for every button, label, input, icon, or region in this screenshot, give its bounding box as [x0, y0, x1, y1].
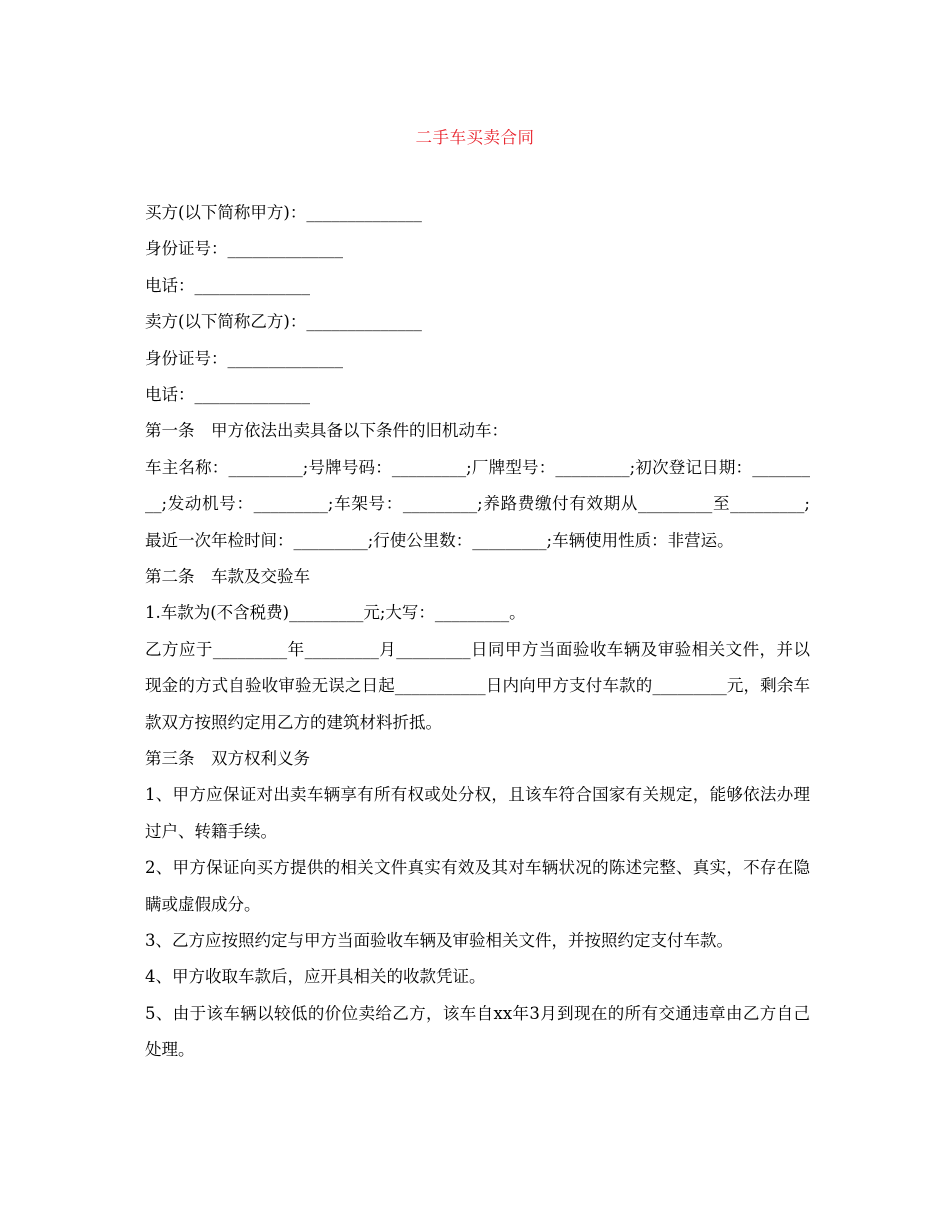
article3-item: 3、乙方应按照约定与甲方当面验收车辆及审验相关文件，并按照约定支付车款。: [145, 930, 733, 950]
seller-id-blank: ______________: [227, 348, 343, 368]
buyer-blank: ______________: [306, 203, 422, 222]
article3-item: 4、甲方收取车款后，应开具相关的收款凭证。: [145, 967, 486, 987]
seller-id-line: [145, 341, 810, 377]
article3-item: 5、由于该车辆以较低的价位卖给乙方，该车自xx年3月到现在的所有交通违章由乙方自己处理。: [145, 1003, 810, 1060]
buyer-phone-label: 电话：: [145, 275, 195, 295]
seller-id-label: 身份证号：: [145, 348, 228, 368]
seller-phone-blank: ______________: [194, 384, 310, 404]
seller-line: [145, 304, 810, 340]
seller-phone-line: [145, 377, 810, 413]
document-title: 二手车买卖合同: [415, 128, 535, 147]
article2-price-line: 1.车款为(不含税费)_________元;大写：_________。: [145, 603, 526, 623]
buyer-line: [145, 195, 810, 231]
buyer-phone-blank: ______________: [194, 275, 310, 295]
seller-blank: ______________: [306, 312, 422, 332]
article1-heading: 第一条 甲方依法出卖具备以下条件的旧机动车：: [145, 421, 508, 441]
buyer-label: 买方(以下简称甲方)：: [145, 203, 307, 222]
article2-heading: 第二条 车款及交验车: [145, 566, 310, 586]
article1-body: 车主名称：_________;号牌号码：_________;厂牌型号：_________;初次登记日期：_________;发动机号：_________;车架号：_________;养路费缴付有效期从_________至_________;最近一次年检时间：_________;行使公里数：_________;车辆使用性质：非营运。: [145, 457, 810, 550]
article2-payment-paragraph: 乙方应于_________年_________月_________日同甲方当面验收车辆及审验相关文件，并以现金的方式自验收审验无误之日起___________日内向甲方支付车款的_________元，剩余车款双方按照约定用乙方的建筑材料折抵。: [145, 639, 810, 732]
seller-label: 卖方(以下简称乙方)：: [145, 312, 307, 332]
buyer-phone-line: [145, 268, 810, 304]
buyer-id-blank: ______________: [227, 239, 343, 259]
article3-item: 1、甲方应保证对出卖车辆享有所有权或处分权，且该车符合国家有关规定，能够依法办理过户、转籍手续。: [145, 785, 810, 841]
document-body: [145, 195, 810, 1069]
article3-heading: 第三条 双方权利义务: [145, 748, 310, 768]
buyer-id-label: 身份证号：: [145, 239, 228, 259]
buyer-id-line: [145, 231, 810, 267]
article3-item: 2、甲方保证向买方提供的相关文件真实有效及其对车辆状况的陈述完整、真实，不存在隐瞒或虚假成分。: [145, 858, 810, 914]
seller-phone-label: 电话：: [145, 384, 195, 404]
